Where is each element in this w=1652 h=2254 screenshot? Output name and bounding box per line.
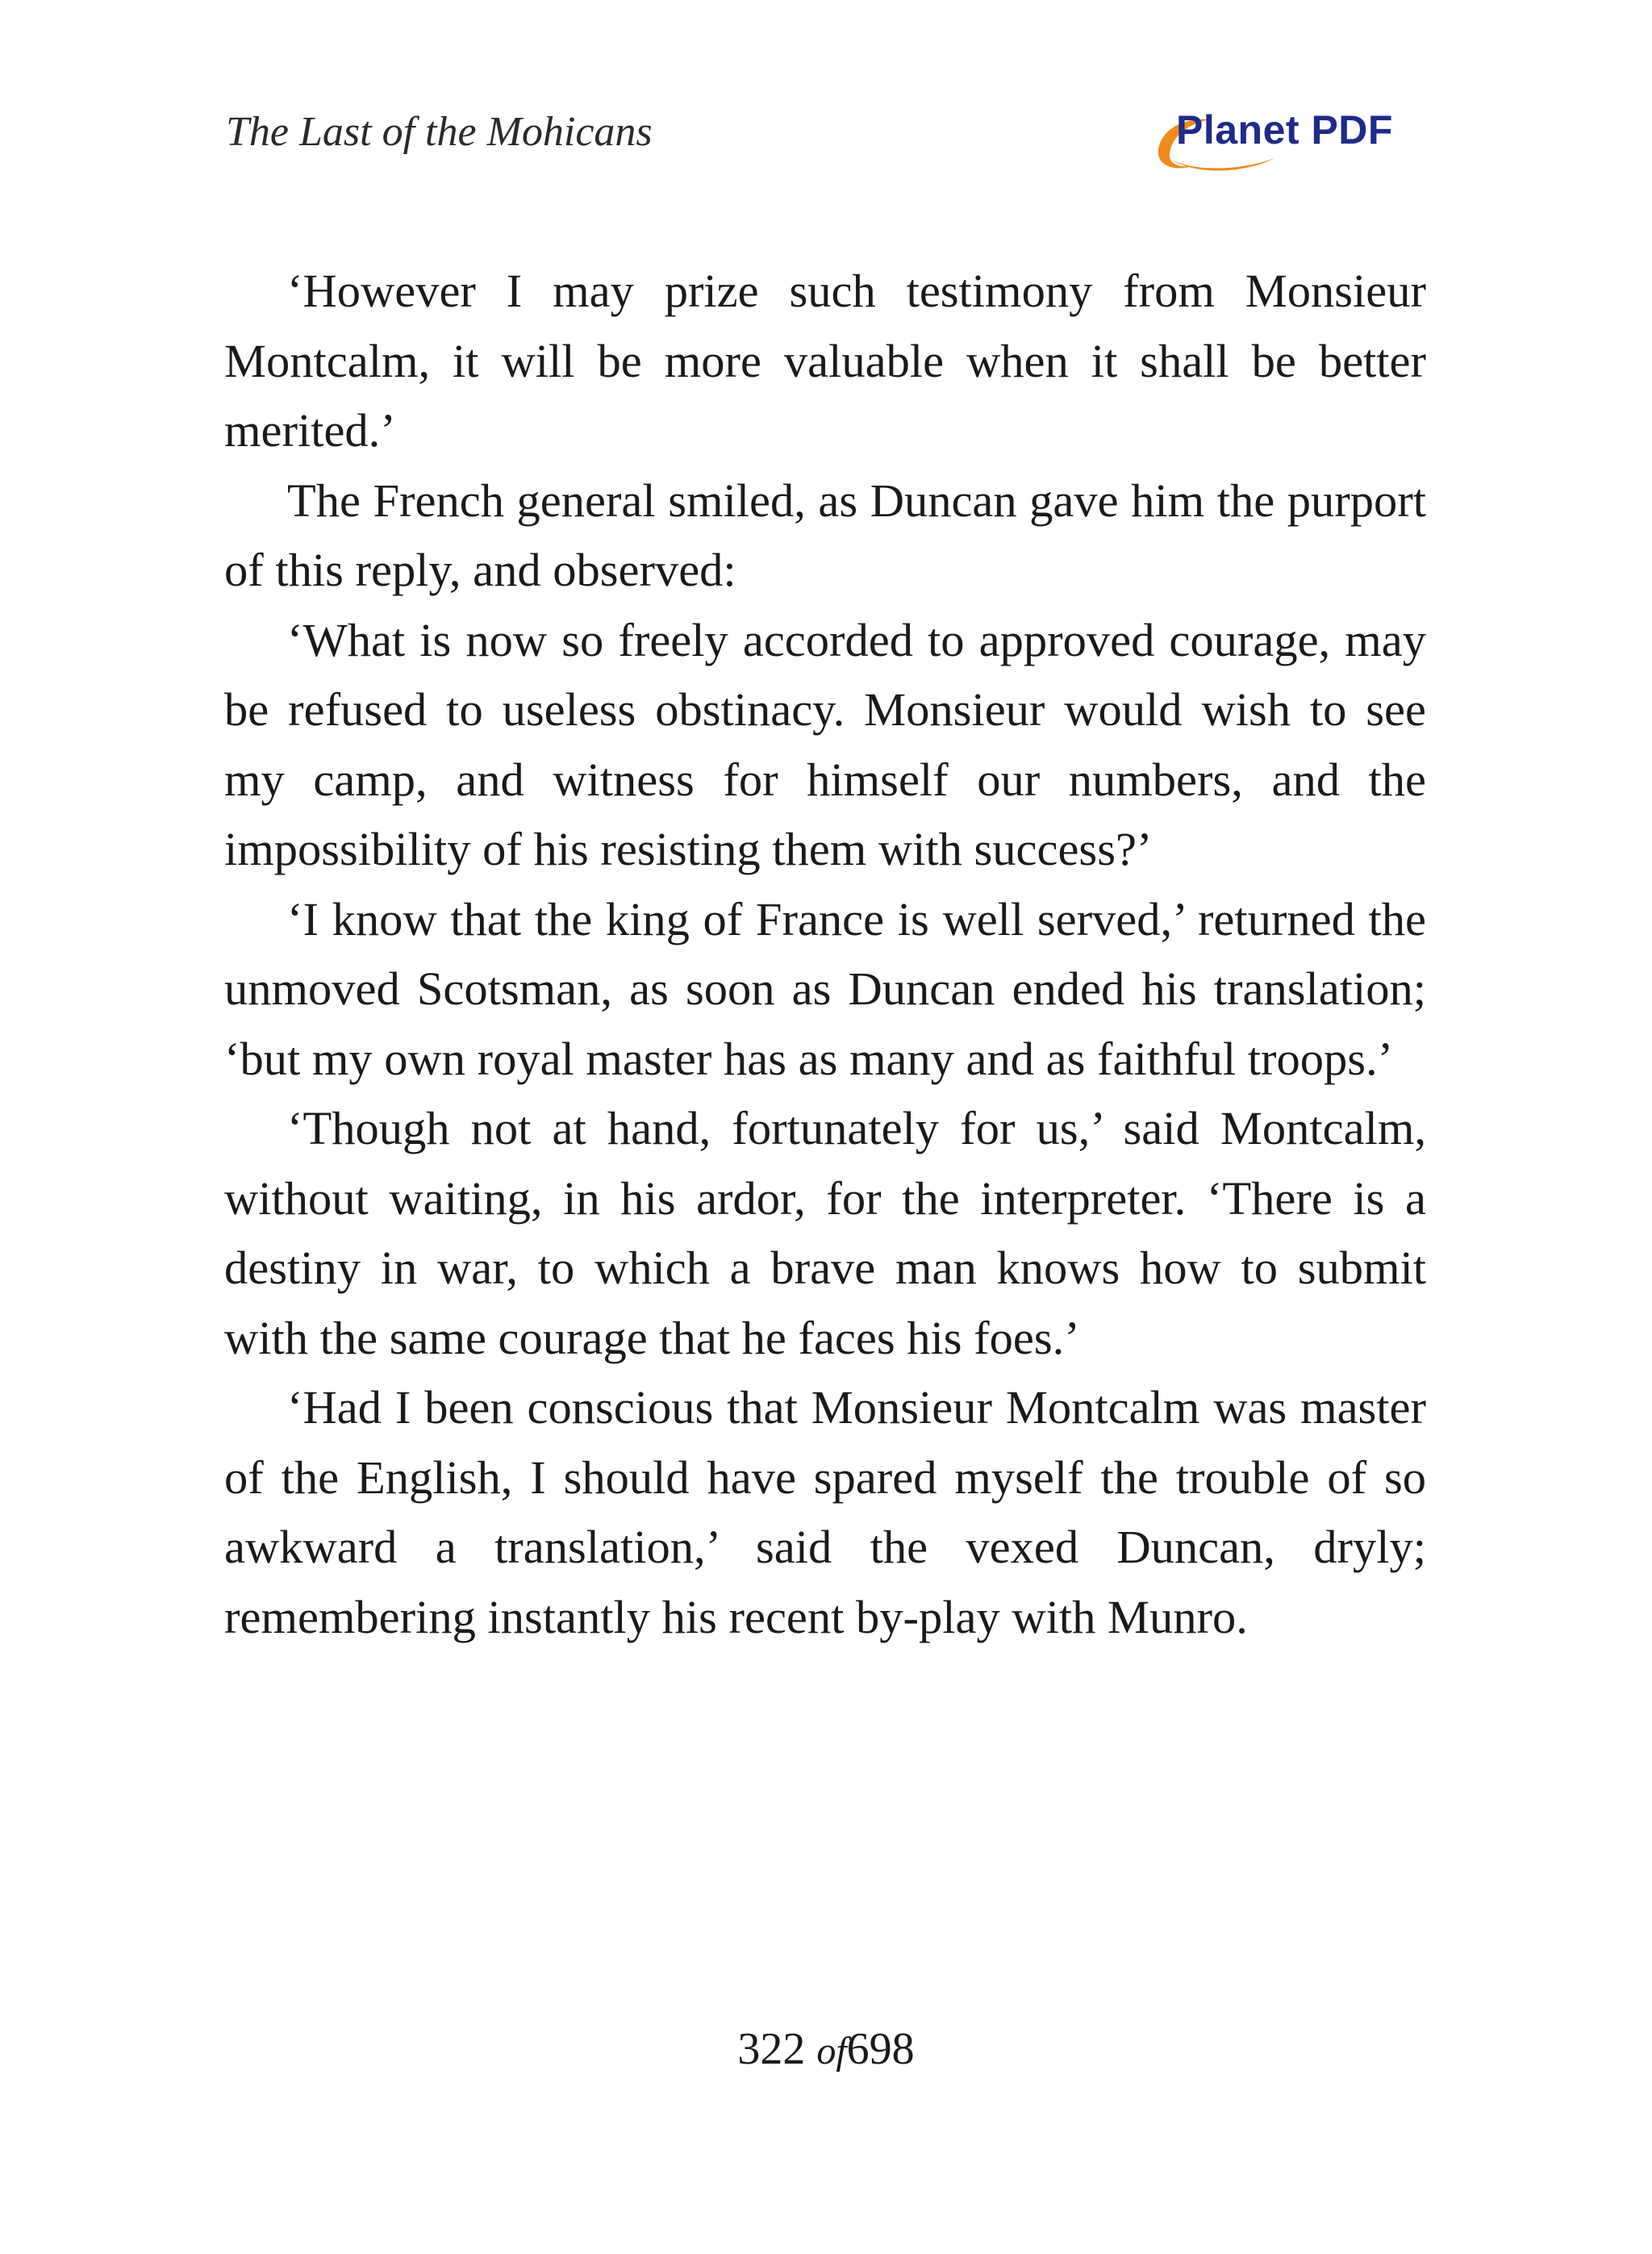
paragraph: The French general smiled, as Duncan gave him the purport of this reply, and observed: [224,474,1426,596]
paragraph: ‘I know that the king of France is well served,’ returned the unmoved Scotsman, as soon as Duncan ended his translation; ‘but my own royal master has as many and as faithful troops.’ [224,892,1426,1085]
paragraph: ‘However I may prize such testimony from Monsieur Montcalm, it will be more valuable when it shall be better merited.’ [224,265,1426,457]
paragraph: ‘Had I been conscious that Monsieur Montcalm was master of the English, I should have spared myself the trouble of so awkward a translation,’ said the vexed Duncan, dryly; remembering instantly his recent by-play with Munro. [224,1381,1426,1643]
total-pages: 698 [846,2024,915,2074]
planet-pdf-logo [1153,103,1420,176]
paragraph: ‘What is now so freely accorded to approved courage, may be refused to useless obstinacy. Monsieur would wish to see my camp, and witness for himself our numbers, and the impossibility of his resisting them with success?’ [224,613,1426,875]
body-text [224,257,1426,1652]
current-page: 322 [737,2024,806,2074]
paragraph: ‘Though not at hand, fortunately for us,’ said Montcalm, without waiting, in his ardor, for the interpreter. ‘There is a destiny in war, to which a brave man knows how to submit with the same courage that he faces his foes.’ [224,1102,1426,1364]
page-header [226,103,1420,176]
logo-text: Planet PDF [1176,107,1393,152]
book-title: The Last of the Mohicans [226,109,653,155]
of-label: of [816,2030,847,2072]
page-number [0,2023,1652,2075]
